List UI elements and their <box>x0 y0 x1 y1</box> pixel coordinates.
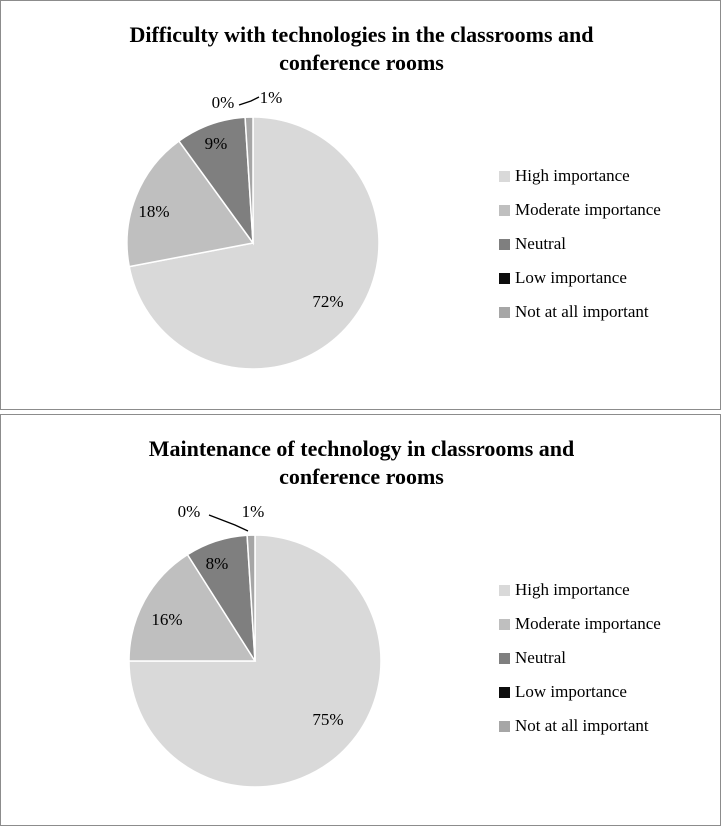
chart-title-line-1: Difficulty with technologies in the classrooms and <box>129 22 594 47</box>
legend-label: Neutral <box>515 234 566 253</box>
data-label-low-importance: 0% <box>211 92 235 112</box>
leader-line <box>239 97 259 105</box>
legend-swatch <box>499 273 510 284</box>
data-label-neutral: 9% <box>204 133 228 153</box>
chart-legend <box>499 573 661 743</box>
legend-item-low-importance <box>499 675 661 709</box>
legend-swatch <box>499 585 510 596</box>
data-label-neutral: 8% <box>205 553 229 573</box>
legend-item-high-importance <box>499 159 661 193</box>
legend-swatch <box>499 239 510 250</box>
legend-item-moderate-importance <box>499 607 661 641</box>
legend-item-neutral <box>499 227 661 261</box>
legend-item-high-importance <box>499 573 661 607</box>
chart-panel-2 <box>0 414 721 826</box>
legend-label: Not at all important <box>515 716 649 735</box>
legend-swatch <box>499 205 510 216</box>
legend-item-neutral <box>499 641 661 675</box>
legend-item-not-at-all-important <box>499 295 661 329</box>
legend-item-not-at-all-important <box>499 709 661 743</box>
chart-title-line-2: conference rooms <box>279 464 444 489</box>
data-label-high-importance: 72% <box>312 291 344 311</box>
data-label-not-at-all-important: 1% <box>259 87 283 107</box>
legend-label: Moderate importance <box>515 200 661 219</box>
legend-label: Not at all important <box>515 302 649 321</box>
legend-label: Low importance <box>515 682 627 701</box>
legend-label: High importance <box>515 166 630 185</box>
data-label-moderate-importance: 16% <box>151 609 183 629</box>
data-label-not-at-all-important: 1% <box>241 501 265 521</box>
legend-swatch <box>499 171 510 182</box>
chart-title-line-1: Maintenance of technology in classrooms and <box>148 436 575 461</box>
chart-title-line-2: conference rooms <box>279 50 444 75</box>
legend-swatch <box>499 619 510 630</box>
legend-swatch <box>499 687 510 698</box>
legend-swatch <box>499 307 510 318</box>
legend-item-moderate-importance <box>499 193 661 227</box>
legend-swatch <box>499 653 510 664</box>
chart-panel-1 <box>0 0 721 410</box>
legend-label: Neutral <box>515 648 566 667</box>
chart-legend <box>499 159 661 329</box>
data-label-high-importance: 75% <box>312 709 344 729</box>
legend-label: Low importance <box>515 268 627 287</box>
legend-label: Moderate importance <box>515 614 661 633</box>
legend-item-low-importance <box>499 261 661 295</box>
legend-label: High importance <box>515 580 630 599</box>
data-label-low-importance: 0% <box>177 501 201 521</box>
data-label-moderate-importance: 18% <box>138 201 170 221</box>
legend-swatch <box>499 721 510 732</box>
